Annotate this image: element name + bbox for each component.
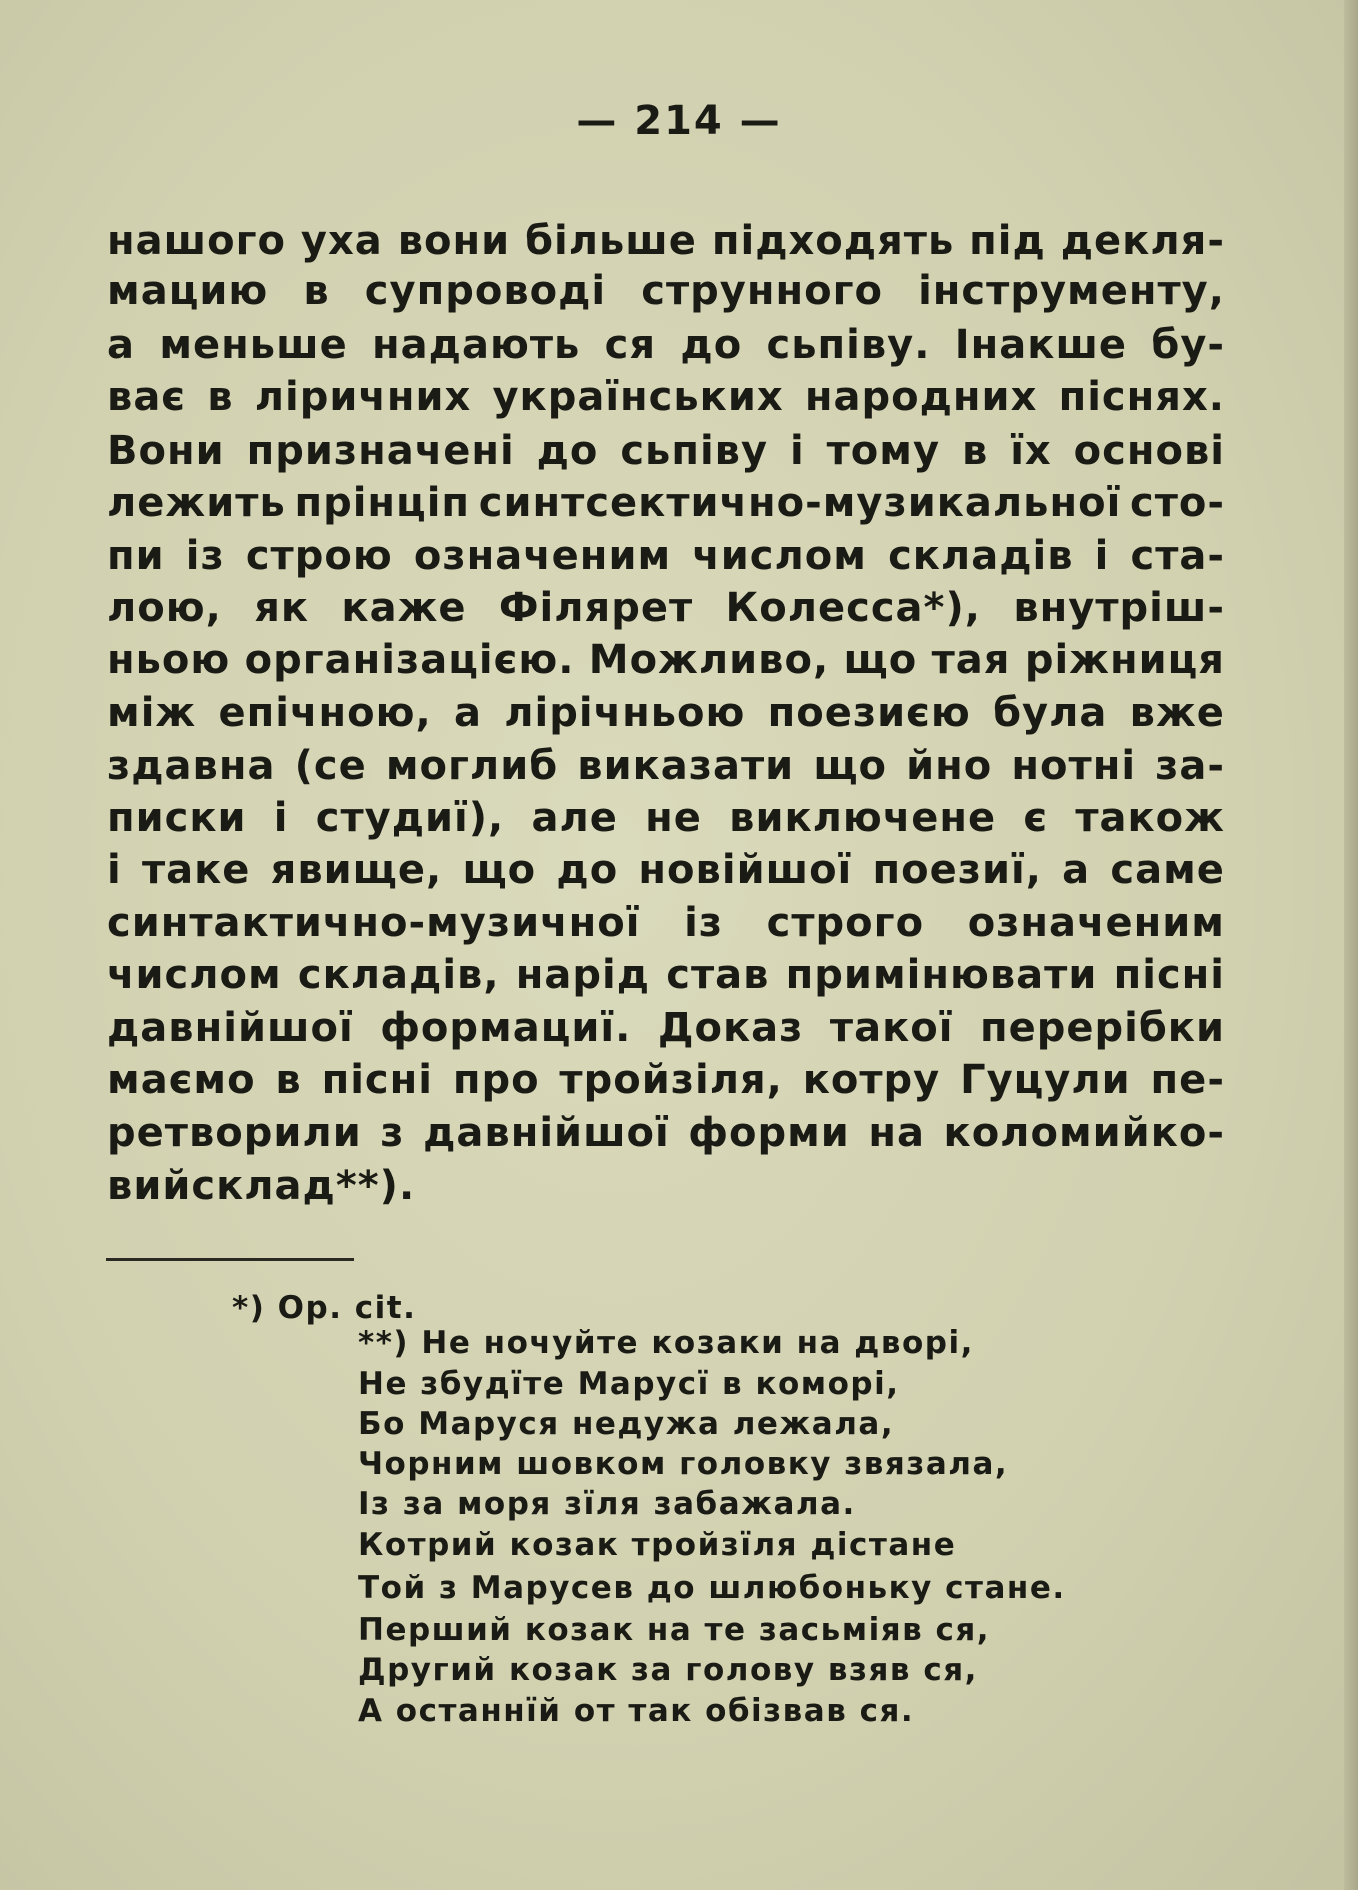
footnote-2: **) Не ночуйте козаки на дворі, <box>358 1325 974 1361</box>
text-line: лою, як каже Філярет Колесса*), внутріш- <box>107 585 1225 631</box>
footnote-divider <box>106 1258 354 1261</box>
text-line: ває в ліричних українських народних піснях. <box>107 374 1225 420</box>
text-line: а меньше надають ся до сьпіву. Інакше бу- <box>107 322 1225 368</box>
verse-line: Той з Марусев до шлюбоньку стане. <box>358 1570 1066 1606</box>
text-line: пи із строю означеним числом складів і ста- <box>107 533 1225 579</box>
text-line: мацию в супроводі струнного інструменту, <box>107 268 1225 314</box>
text-line: нашого уха вони більше підходять під декля- <box>107 218 1225 264</box>
text-line: синтактично-музичної із строго означеним <box>107 900 1225 946</box>
text-line: давнійшої формациї. Доказ такої перерібки <box>107 1005 1225 1051</box>
text-line: Вони призначені до сьпіву і тому в їх основі <box>107 428 1225 474</box>
verse-line: Із за моря зїля забажала. <box>358 1486 856 1522</box>
verse-line: Чорним шовком головку звязала, <box>358 1446 1009 1482</box>
text-line: писки і студиї), але не виключене є також <box>107 795 1225 841</box>
verse-line: Другий козак за голову взяв ся, <box>358 1652 978 1688</box>
text-line: ньою організацією. Можливо, що тая ріжниця <box>107 637 1225 683</box>
text-line: лежить прінціп синтсектично-музикальної сто- <box>107 480 1225 526</box>
footnote-1: *) Op. cit. <box>232 1290 417 1326</box>
text-line: числом складів, нарід став примінювати пісні <box>107 952 1225 998</box>
text-line: вий склад**). <box>107 1163 416 1209</box>
page-edge <box>1344 0 1358 1890</box>
text-line: між епічною, а лірічньою поезиєю була вже <box>107 690 1225 736</box>
page-number: — 214 — <box>576 98 782 144</box>
verse-line: А останнїй от так обізвав ся. <box>358 1693 915 1729</box>
verse-line: Перший козак на те засьміяв ся, <box>358 1612 991 1648</box>
verse-line: Бо Маруся недужа лежала, <box>358 1406 895 1442</box>
text-line: здавна (се моглиб виказати що йно нотні за- <box>107 743 1225 789</box>
text-line: маємо в пісні про тройзіля, котру Гуцули пе- <box>107 1057 1225 1103</box>
verse-line: Котрий козак тройзїля дістане <box>358 1527 957 1563</box>
text-line: і таке явище, що до новійшої поезиї, а саме <box>107 847 1225 893</box>
text-line: ретворили з давнійшої форми на коломийко- <box>107 1110 1225 1156</box>
verse-line: Не збудїте Марусї в коморі, <box>358 1366 900 1402</box>
